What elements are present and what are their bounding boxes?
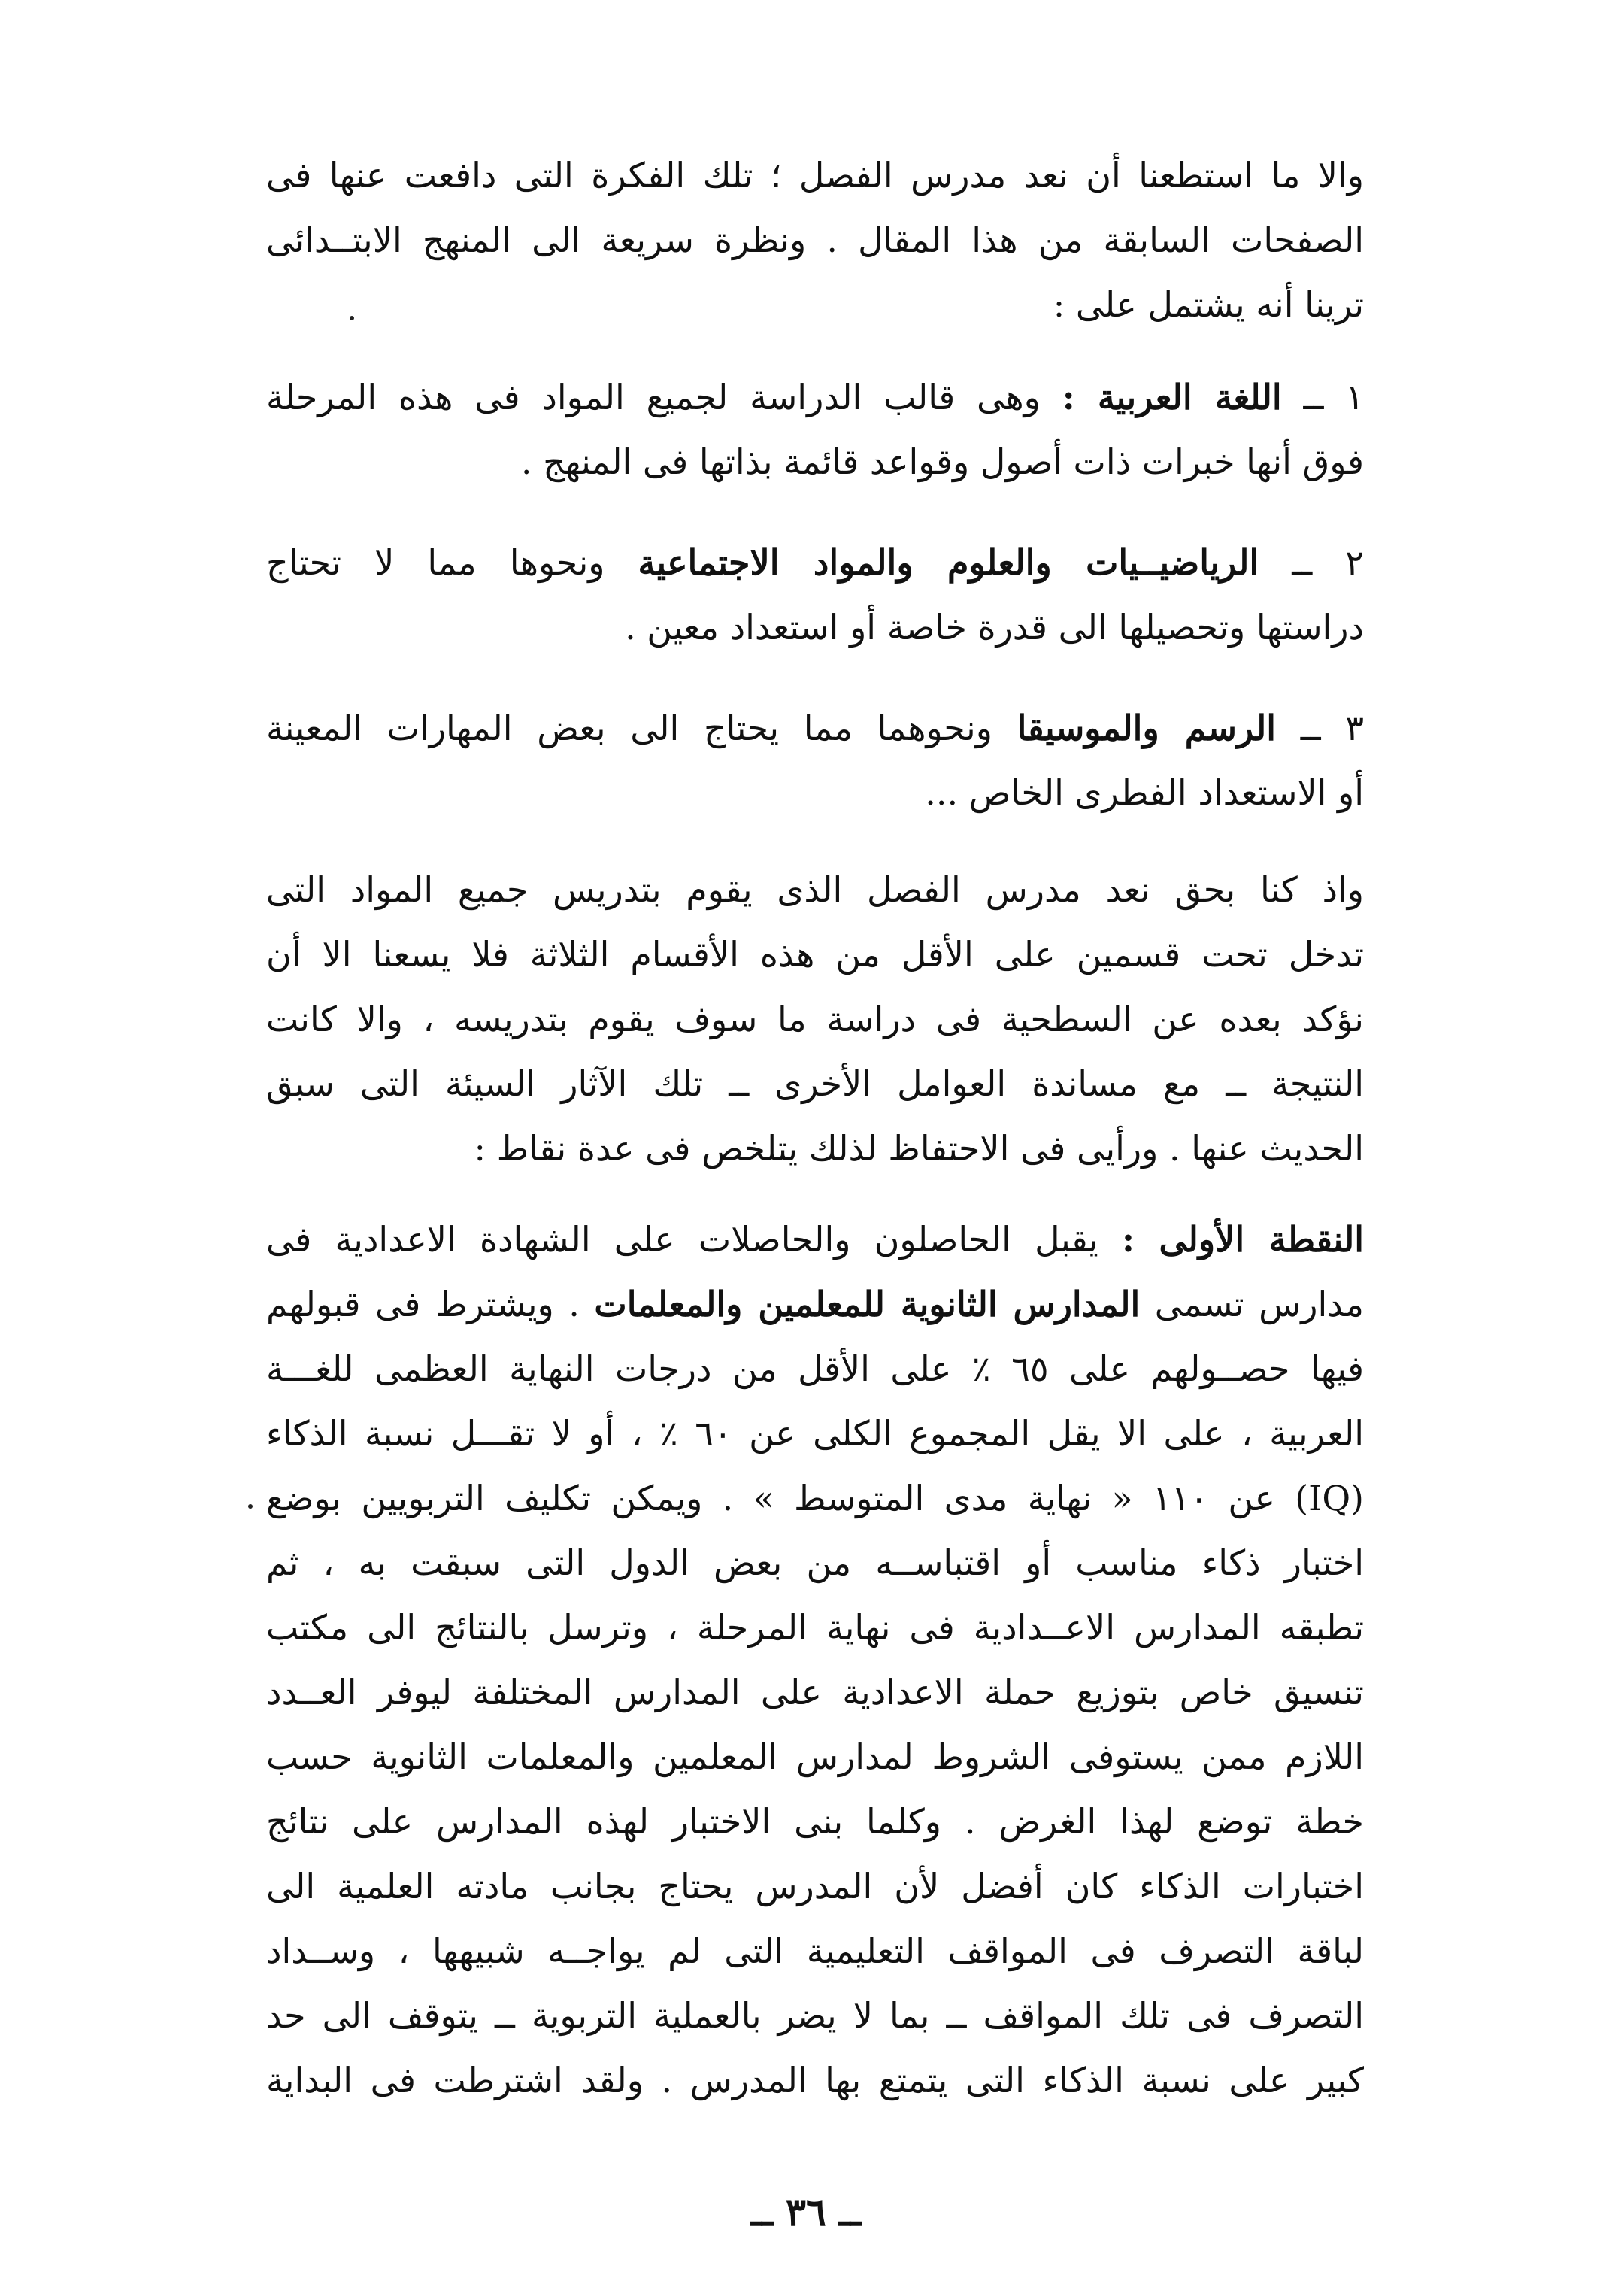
text-line <box>266 1207 1364 1272</box>
item-number: ٣ ــ <box>1300 708 1364 748</box>
text-line: اختبارات الذكاء كان أفضل لأن المدرس يحتاج بجانب مادته العلمية الى <box>266 1866 1364 1906</box>
item-number: ٢ ــ <box>1292 542 1364 583</box>
list-item-1 <box>266 365 1364 494</box>
text-line: والا ما استطعنا أن نعد مدرس الفصل ؛ تلك الفكرة التى دافعت عنها فى <box>266 155 1364 196</box>
item-text: وهى قالب الدراسة لجميع المواد فى هذه المرحلة <box>266 377 1041 417</box>
text-line: الحديث عنها . ورأيى فى الاحتفاظ لذلك يتلخص فى عدة نقاط : <box>474 1128 1364 1169</box>
paragraph-2 <box>266 857 1364 1181</box>
text-line: ترينا أنه يشتمل على : <box>1053 284 1364 325</box>
scan-speck <box>350 316 354 320</box>
point-1-paragraph <box>266 1207 1364 2113</box>
text-line <box>266 530 1364 595</box>
text-line: اختبار ذكاء مناسب أو اقتباســه من بعض الدول التى سبقت به ، ثم <box>266 1542 1364 1583</box>
list-item-3 <box>266 696 1364 825</box>
item-title: الرياضيــيات والعلوم والمواد الاجتماعية <box>638 542 1259 583</box>
point-text: يقبل الحاصلون والحاصلات على الشهادة الاعدادية فى <box>266 1219 1098 1260</box>
item-text: ونحوهما مما يحتاج الى بعض المهارات المعينة <box>266 708 992 748</box>
text-line <box>266 365 1364 429</box>
text-line <box>266 696 1364 760</box>
page-number: ــ ٣٦ ــ <box>750 2190 862 2234</box>
intro-paragraph <box>266 143 1364 337</box>
item-title: الرسم والموسيقا <box>1017 708 1277 748</box>
text-line: تدخل تحت قسمين على الأقل من هذه الأقسام الثلاثة فلا يسعنا الا أن <box>266 934 1364 975</box>
item-number: ١ ــ <box>1303 377 1364 417</box>
item-text: ونحوها مما لا تحتاج <box>266 542 605 583</box>
scan-speck <box>248 1504 253 1509</box>
text-line: خطة توضع لهذا الغرض . وكلما بنى الاختبار لهذه المدارس على نتائج <box>266 1801 1364 1842</box>
text-line: فيها حصــولهم على ٦٥ ٪ على الأقل من درجات النهاية العظمى للغـــة <box>266 1348 1364 1389</box>
text-line: واذ كنا بحق نعد مدرس الفصل الذى يقوم بتدريس جميع المواد التى <box>266 869 1364 910</box>
point-text: . ويشترط فى قبولهم <box>266 1284 580 1324</box>
text-line: (IQ) عن ١١٠ « نهاية مدى المتوسط » . ويمكن تكليف التربويين بوضع <box>266 1478 1364 1518</box>
text-line: دراستها وتحصيلها الى قدرة خاصة أو استعداد معين . <box>625 607 1364 648</box>
school-name: المدارس الثانوية للمعلمين والمعلمات <box>594 1284 1141 1324</box>
point-text: مدارس تسمى <box>1154 1284 1364 1324</box>
text-line: اللازم ممن يستوفى الشروط لمدارس المعلمين والمعلمات الثانوية حسب <box>266 1736 1364 1777</box>
text-line: أو الاستعداد الفطرى الخاص ... <box>925 772 1364 813</box>
list-item-2 <box>266 530 1364 660</box>
text-line: لباقة التصرف فى المواقف التعليمية التى لم يواجــه شبيهها ، وســداد <box>266 1931 1364 1971</box>
text-line: العربية ، على الا يقل المجموع الكلى عن ٦٠ ٪ ، أو لا تقـــل نسبة الذكاء <box>266 1413 1364 1454</box>
text-line: كبير على نسبة الذكاء التى يتمتع بها المدرس . ولقد اشترطت فى البداية <box>266 2060 1364 2100</box>
item-title: اللغة العربية : <box>1062 377 1282 417</box>
text-line <box>266 1272 1364 1336</box>
text-line: تنسيق خاص بتوزيع حملة الاعدادية على المدارس المختلفة ليوفر العــدد <box>266 1672 1364 1712</box>
text-line: تطبقه المدارس الاعــدادية فى نهاية المرحلة ، وترسل بالنتائج الى مكتب <box>266 1607 1364 1648</box>
point-title: النقطة الأولى : <box>1122 1219 1364 1260</box>
text-line: نؤكد بعده عن السطحية فى دراسة ما سوف يقوم بتدريسه ، والا كانت <box>266 999 1364 1039</box>
text-line: فوق أنها خبرات ذات أصول وقواعد قائمة بذاتها فى المنهج . <box>520 441 1364 482</box>
text-line: التصرف فى تلك المواقف ــ بما لا يضر بالعملية التربوية ــ يتوقف الى حد <box>266 1995 1364 2036</box>
text-line: الصفحات السابقة من هذا المقال . ونظرة سريعة الى المنهج الابتــدائى <box>266 220 1364 260</box>
text-line: النتيجة ــ مع مساندة العوامل الأخرى ــ تلك الآثار السيئة التى سبق <box>266 1063 1364 1104</box>
